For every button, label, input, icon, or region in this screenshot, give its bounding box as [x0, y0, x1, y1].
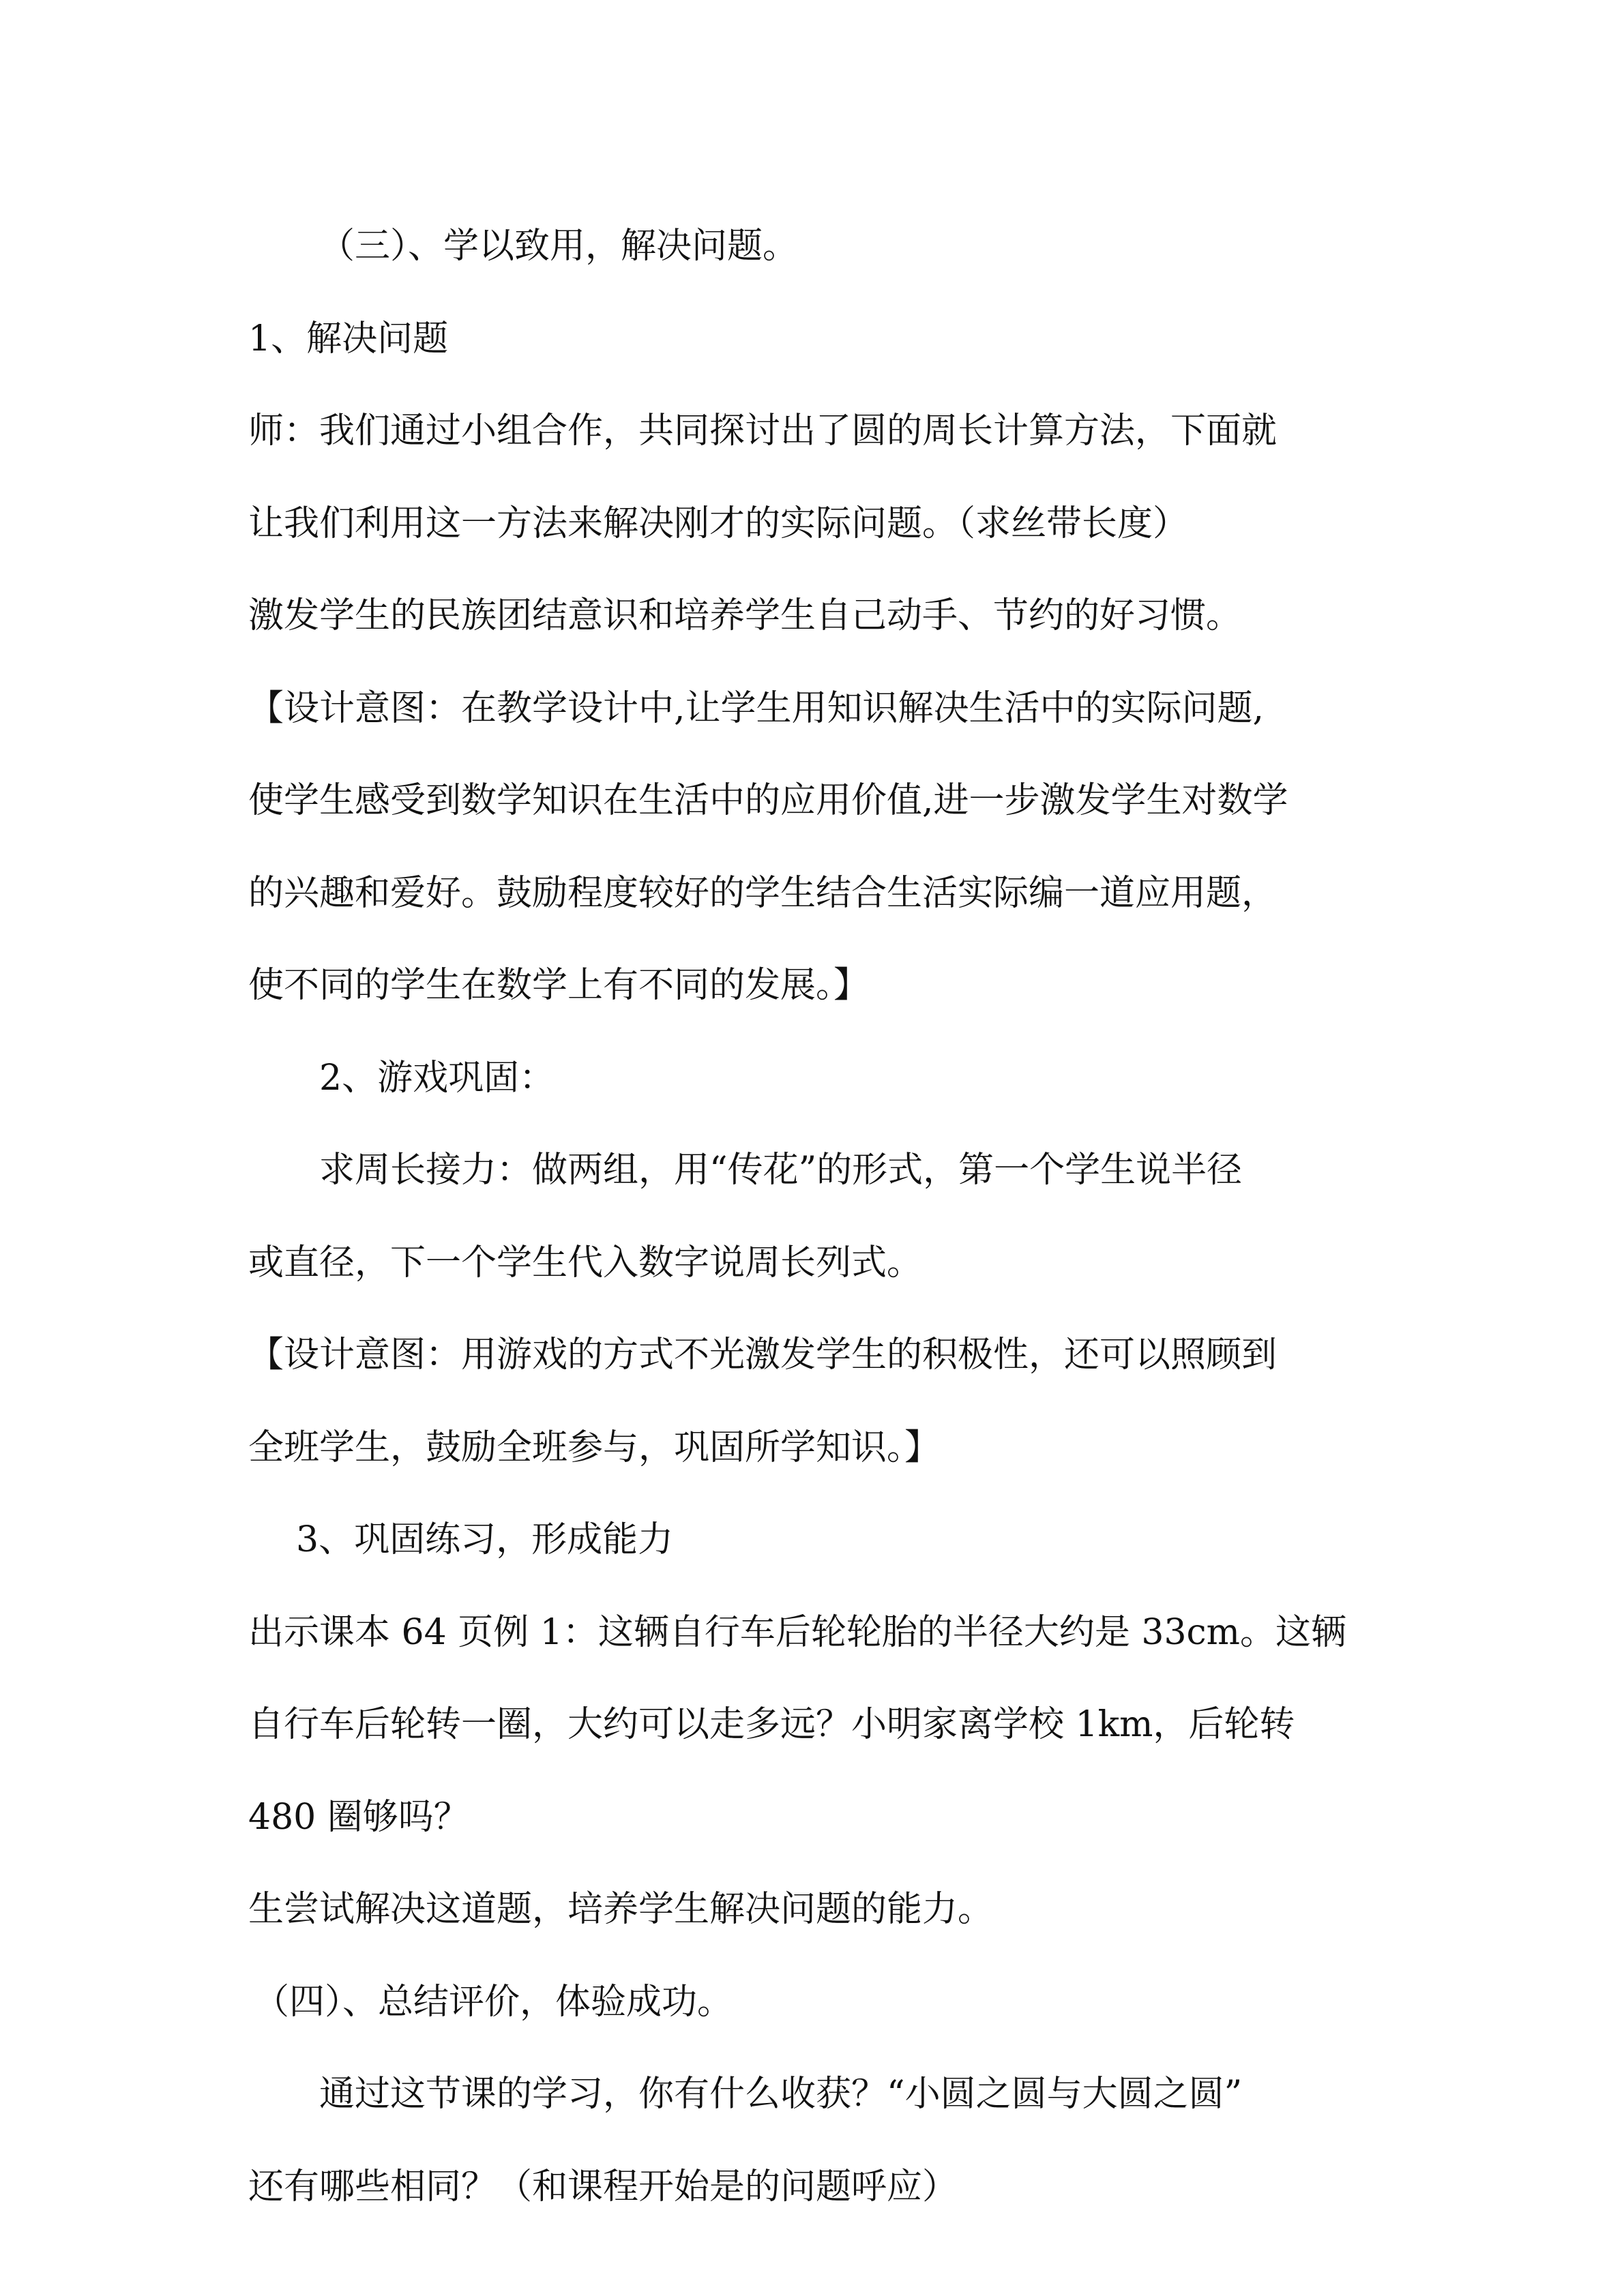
subheading-practice: 3、巩固练习，形成能力: [296, 1519, 674, 1560]
design-intent-line: 使不同的学生在数学上有不同的发展。】: [248, 965, 870, 1006]
paragraph-line: 480 圈够吗？: [248, 1796, 469, 1838]
design-intent-line: 全班学生，鼓励全班参与，巩固所学知识。】: [248, 1427, 941, 1468]
paragraph-line: 激发学生的民族团结意识和培养学生自己动手、节约的好习惯。: [248, 595, 1242, 636]
subheading-game: 2、游戏巩固：: [319, 1057, 555, 1099]
section-heading-3: （三）、学以致用，解决问题。: [319, 226, 799, 267]
design-intent-line: 【设计意图：在教学设计中,让学生用知识解决生活中的实际问题,: [248, 687, 1265, 729]
document-body: [248, 200, 1408, 2233]
paragraph-line: 还有哪些相同？（和课程开始是的问题呼应）: [248, 2166, 958, 2207]
design-intent-line: 的兴趣和爱好。鼓励程度较好的学生结合生活实际编一道应用题，: [248, 872, 1278, 914]
design-intent-line: 使学生感受到数学知识在生活中的应用价值,进一步激发学生对数学: [248, 780, 1288, 821]
paragraph-line: 或直径，下一个学生代入数字说周长列式。: [248, 1242, 923, 1283]
paragraph-line: 求周长接力：做两组，用“传花”的形式，第一个学生说半径: [319, 1150, 1243, 1191]
paragraph-line: 通过这节课的学习，你有什么收获？“小圆之圆与大圆之圆”: [319, 2074, 1243, 2115]
design-intent-line: 【设计意图：用游戏的方式不光激发学生的积极性，还可以照顾到: [248, 1335, 1278, 1375]
section-heading-4: （四）、总结评价，体验成功。: [254, 1981, 733, 2023]
paragraph-line: 出示课本 64 页例 1：这辆自行车后轮轮胎的半径大约是 33cm。这辆: [248, 1611, 1346, 1653]
paragraph-line: 生尝试解决这道题，培养学生解决问题的能力。: [248, 1889, 994, 1930]
paragraph-line: 自行车后轮转一圈，大约可以走多远？小明家离学校 1km，后轮转: [248, 1704, 1295, 1745]
paragraph-line: 让我们利用这一方法来解决刚才的实际问题。（求丝带长度）: [248, 503, 1189, 544]
subheading-solve-problem: 1、解决问题: [248, 318, 449, 359]
paragraph-line: 师：我们通过小组合作，共同探讨出了圆的周长计算方法，下面就: [248, 411, 1278, 451]
